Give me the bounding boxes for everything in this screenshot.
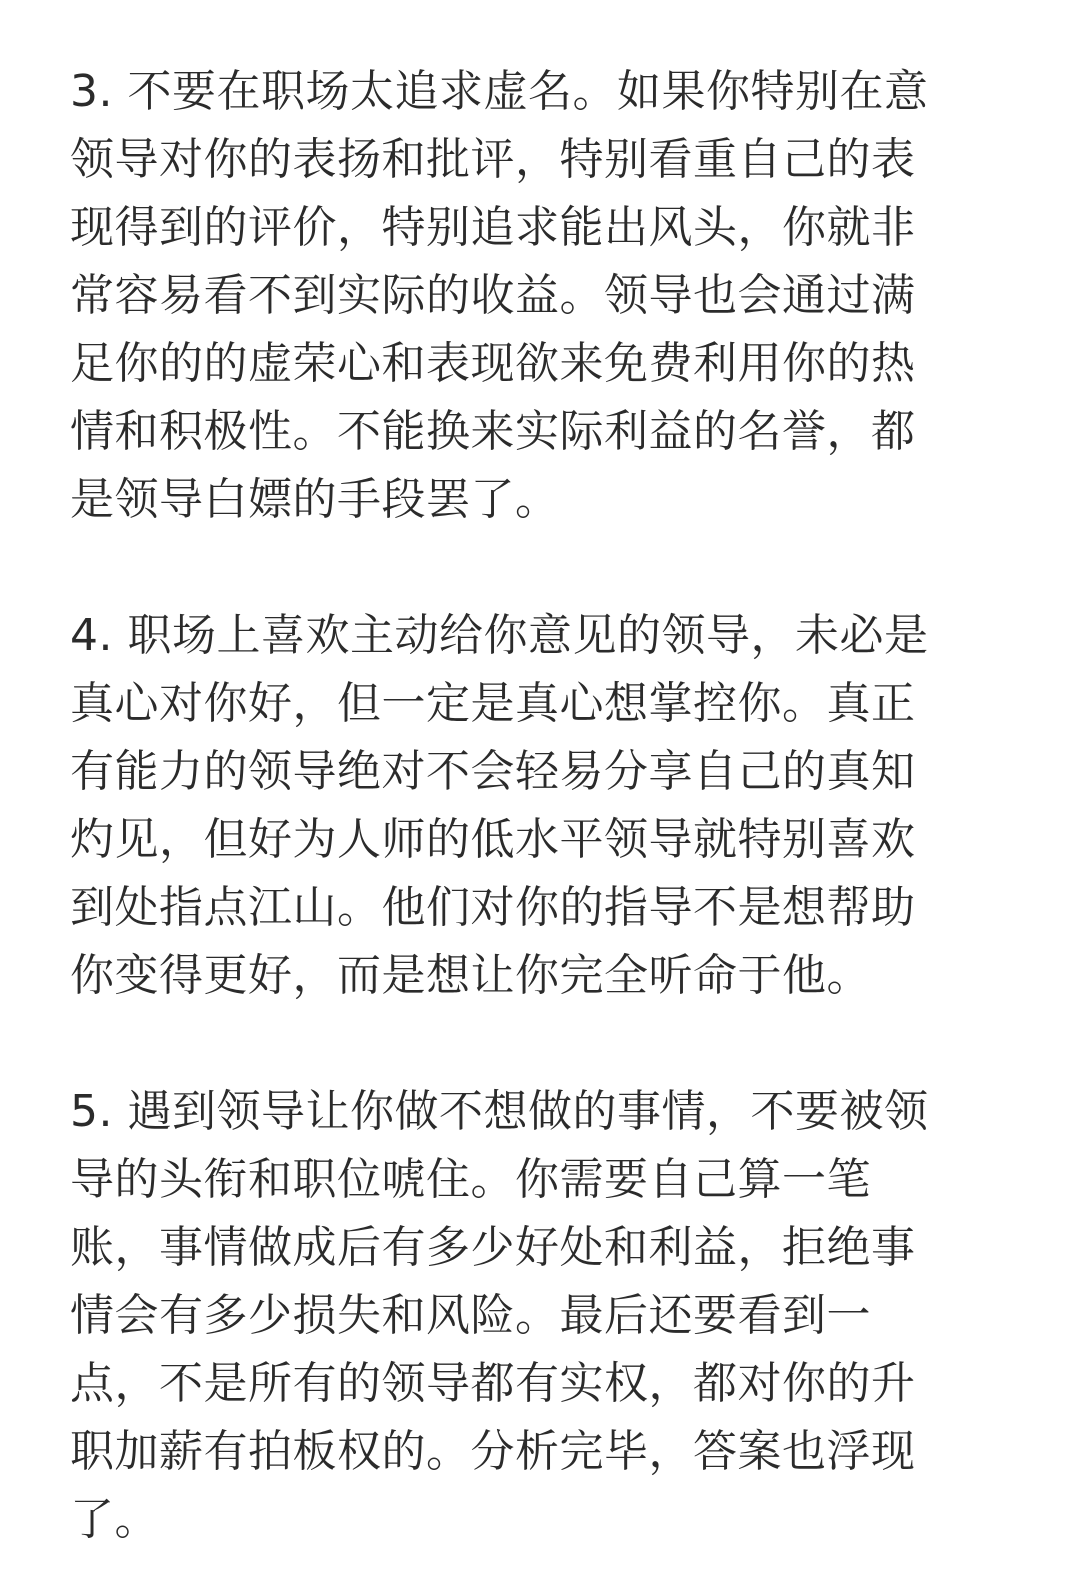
text-line: 有能力的领导绝对不会轻易分享自己的真知 bbox=[70, 746, 916, 797]
text-line: 职加薪有拍板权的。分析完毕，答案也浮现 bbox=[70, 1426, 916, 1477]
text-line: 灼见，但好为人师的低水平领导就特别喜欢 bbox=[70, 814, 916, 865]
paragraph-5 bbox=[70, 1078, 1010, 1554]
text-line: 真心对你好，但一定是真心想掌控你。真正 bbox=[70, 678, 916, 729]
text-line: 了。 bbox=[70, 1494, 159, 1545]
paragraph-spacer bbox=[70, 1010, 1010, 1078]
text-line: 到处指点江山。他们对你的指导不是想帮助 bbox=[70, 882, 916, 933]
text-line: 4. 职场上喜欢主动给你意见的领导，未必是 bbox=[70, 610, 929, 661]
text-line: 账，事情做成后有多少好处和利益，拒绝事 bbox=[70, 1222, 916, 1273]
paragraph-3 bbox=[70, 58, 1010, 534]
text-line: 导的头衔和职位唬住。你需要自己算一笔 bbox=[70, 1154, 871, 1205]
text-line: 情和积极性。不能换来实际利益的名誉，都 bbox=[70, 406, 916, 457]
text-line: 常容易看不到实际的收益。领导也会通过满 bbox=[70, 270, 916, 321]
paragraph-4 bbox=[70, 602, 1010, 1010]
text-line: 领导对你的表扬和批评，特别看重自己的表 bbox=[70, 134, 916, 185]
text-line: 情会有多少损失和风险。最后还要看到一 bbox=[70, 1290, 871, 1341]
paragraph-spacer bbox=[70, 534, 1010, 602]
text-line: 你变得更好，而是想让你完全听命于他。 bbox=[70, 950, 871, 1001]
text-line: 现得到的评价，特别追求能出风头，你就非 bbox=[70, 202, 916, 253]
text-line: 足你的的虚荣心和表现欲来免费利用你的热 bbox=[70, 338, 916, 389]
text-line: 是领导白嫖的手段罢了。 bbox=[70, 474, 560, 525]
text-line: 点，不是所有的领导都有实权，都对你的升 bbox=[70, 1358, 916, 1409]
article-body bbox=[70, 58, 1010, 1554]
text-line: 3. 不要在职场太追求虚名。如果你特别在意 bbox=[70, 66, 929, 117]
text-line: 5. 遇到领导让你做不想做的事情，不要被领 bbox=[70, 1086, 929, 1137]
